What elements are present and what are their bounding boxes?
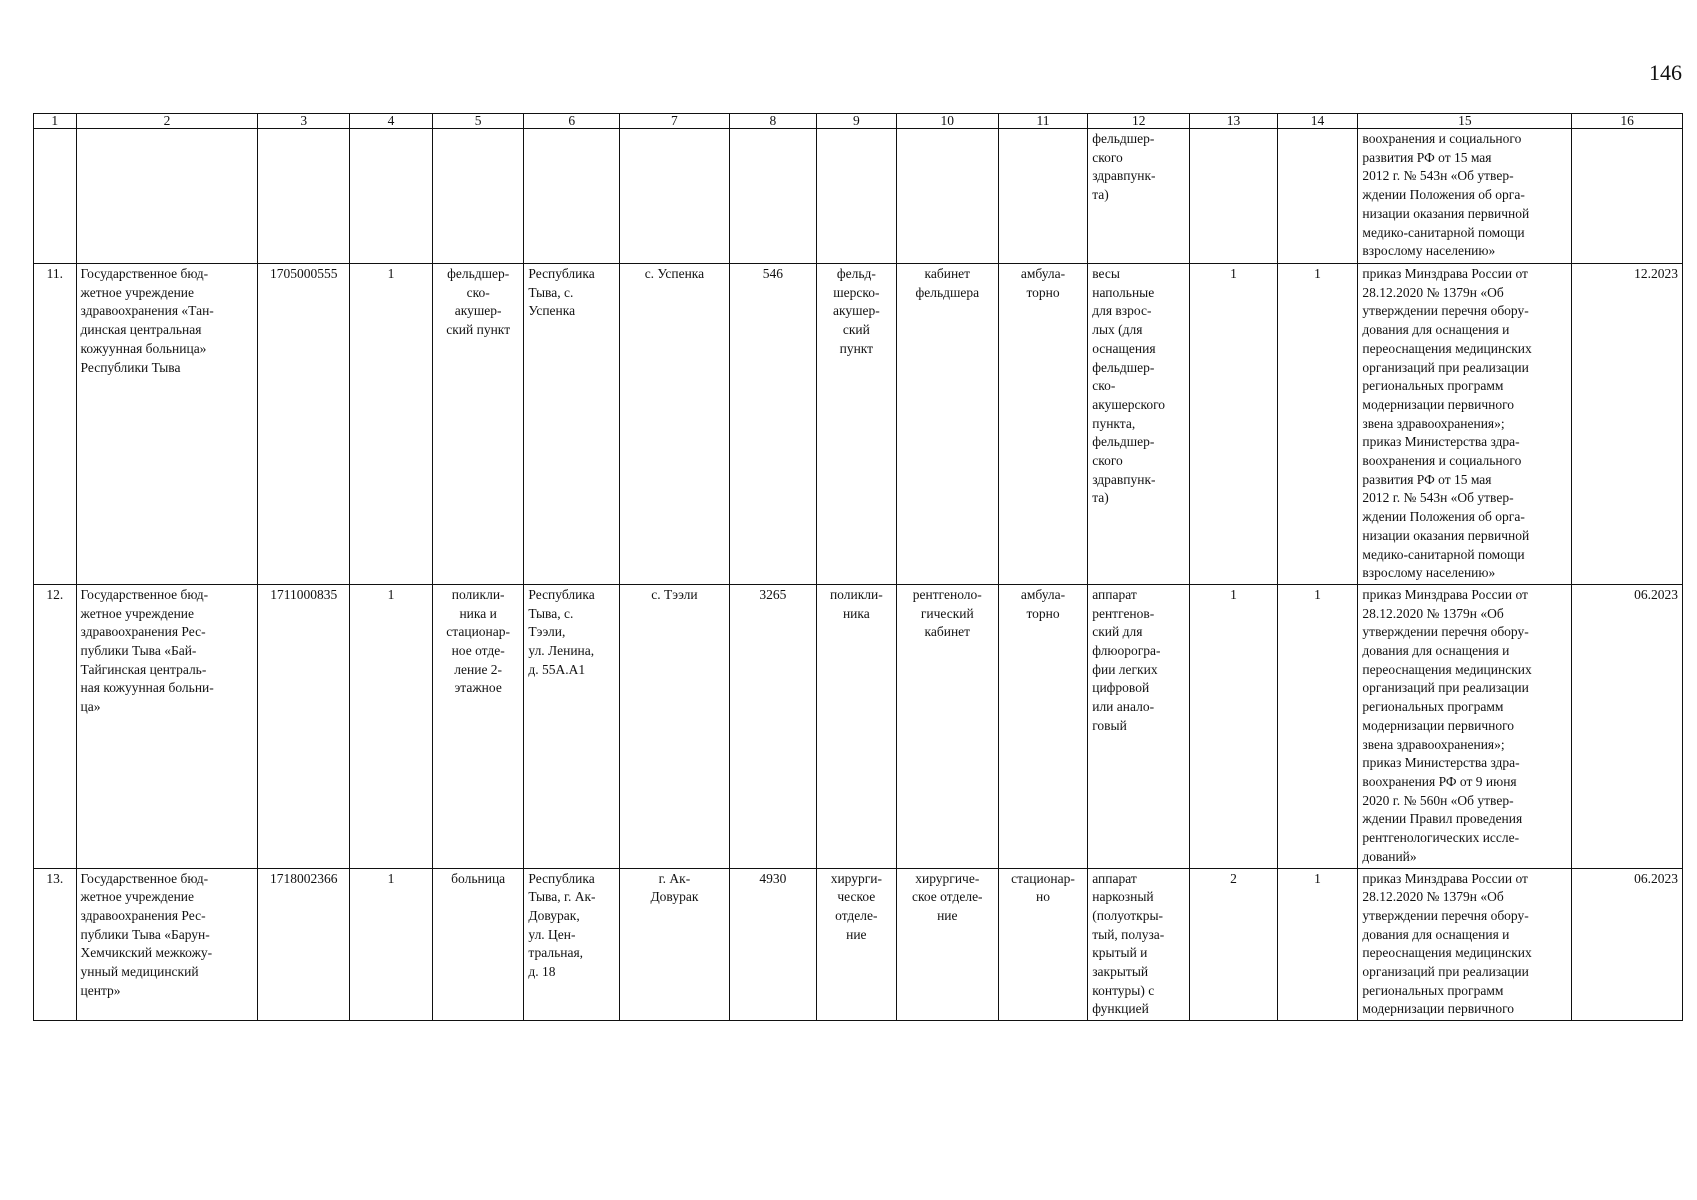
column-number-10: 10	[896, 114, 998, 129]
cell-care-form: амбула- торно	[998, 584, 1087, 868]
cell-col-4: 1	[349, 584, 432, 868]
column-number-9: 9	[816, 114, 896, 129]
cell-date: 06.2023	[1572, 584, 1683, 868]
cell-legal-basis: приказ Минздрава России от 28.12.2020 № 1379н «Об утверждении перечня обору- дования для оснащения и переоснащения медицинских организаций при реализации региональных программ модернизации первичного звена здравоохранения»; приказ Министерства здра- воохранения и социального развития РФ от 15 мая 2012 г. № 543н «Об утвер- ждении Положения об орга- низации оказания первичной медико-санитарной помощи взрослому населению»	[1358, 264, 1572, 585]
cell-quantity	[1190, 129, 1277, 264]
cell-locality: г. Ак- Довурак	[620, 868, 730, 1021]
cell-inn: 1718002366	[258, 868, 349, 1021]
cell-legal-basis: воохранения и социального развития РФ от 15 мая 2012 г. № 543н «Об утвер- ждении Положения об орга- низации оказания первичной медико-санитарной помощи взрослому населению»	[1358, 129, 1572, 264]
cell-row-number: 12.	[34, 584, 77, 868]
cell-address	[524, 129, 620, 264]
cell-date: 06.2023	[1572, 868, 1683, 1021]
cell-inn	[258, 129, 349, 264]
table-row-11	[34, 264, 1683, 585]
column-number-5: 5	[432, 114, 523, 129]
cell-quantity: 2	[1190, 868, 1277, 1021]
cell-facility-type: поликли- ника и стационар- ное отде- ление 2- этажное	[432, 584, 523, 868]
cell-col-14: 1	[1277, 868, 1358, 1021]
cell-date: 12.2023	[1572, 264, 1683, 585]
cell-locality	[620, 129, 730, 264]
cell-col-14: 1	[1277, 584, 1358, 868]
cell-inn: 1705000555	[258, 264, 349, 585]
column-number-1: 1	[34, 114, 77, 129]
column-number-14: 14	[1277, 114, 1358, 129]
cell-care-form	[998, 129, 1087, 264]
column-number-4: 4	[349, 114, 432, 129]
cell-organization: Государственное бюд- жетное учреждение здравоохранения «Тан- динская центральная кожуунная больница» Республики Тыва	[76, 264, 258, 585]
column-number-15: 15	[1358, 114, 1572, 129]
cell-care-form: амбула- торно	[998, 264, 1087, 585]
cell-row-number: 13.	[34, 868, 77, 1021]
cell-population	[729, 129, 816, 264]
cell-address: Республика Тыва, г. Ак- Довурак, ул. Цен- тральная, д. 18	[524, 868, 620, 1021]
cell-legal-basis: приказ Минздрава России от 28.12.2020 № 1379н «Об утверждении перечня обору- дования для оснащения и переоснащения медицинских организаций при реализации региональных программ модернизации первичного	[1358, 868, 1572, 1021]
cell-address: Республика Тыва, с. Тээли, ул. Ленина, д. 55А.А1	[524, 584, 620, 868]
cell-facility-type	[432, 129, 523, 264]
column-number-11: 11	[998, 114, 1087, 129]
cell-col-4: 1	[349, 264, 432, 585]
cell-population: 4930	[729, 868, 816, 1021]
cell-organization	[76, 129, 258, 264]
cell-quantity: 1	[1190, 264, 1277, 585]
page-number: 146	[1649, 60, 1682, 85]
cell-address: Республика Тыва, с. Успенка	[524, 264, 620, 585]
cell-care-form: стационар- но	[998, 868, 1087, 1021]
cell-row-number: 11.	[34, 264, 77, 585]
registry-table	[33, 113, 1683, 1021]
cell-inn: 1711000835	[258, 584, 349, 868]
cell-room: кабинет фельдшера	[896, 264, 998, 585]
cell-quantity: 1	[1190, 584, 1277, 868]
column-number-3: 3	[258, 114, 349, 129]
cell-organization: Государственное бюд- жетное учреждение здравоохранения Рес- публики Тыва «Барун- Хемчикский межкожу- унный медицинский центр»	[76, 868, 258, 1021]
column-number-7: 7	[620, 114, 730, 129]
cell-legal-basis: приказ Минздрава России от 28.12.2020 № 1379н «Об утверждении перечня обору- дования для оснащения и переоснащения медицинских организаций при реализации региональных программ модернизации первичного звена здравоохранения»; приказ Министерства здра- воохранения РФ от 9 июня 2020 г. № 560н «Об утвер- ждении Правил проведения рентгенологических иссле- дований»	[1358, 584, 1572, 868]
cell-room	[896, 129, 998, 264]
table-row-continuation	[34, 129, 1683, 264]
column-number-13: 13	[1190, 114, 1277, 129]
column-number-16: 16	[1572, 114, 1683, 129]
cell-facility-type: больница	[432, 868, 523, 1021]
column-number-2: 2	[76, 114, 258, 129]
cell-locality: с. Успенка	[620, 264, 730, 585]
cell-unit: поликли- ника	[816, 584, 896, 868]
column-number-12: 12	[1088, 114, 1190, 129]
cell-col-4: 1	[349, 868, 432, 1021]
cell-unit: хирурги- ческое отделе- ние	[816, 868, 896, 1021]
table-row-13	[34, 868, 1683, 1021]
cell-equipment: аппарат рентгенов- ский для флюорогра- фии легких цифровой или анало- говый	[1088, 584, 1190, 868]
cell-locality: с. Тээли	[620, 584, 730, 868]
cell-row-number	[34, 129, 77, 264]
cell-equipment: весы напольные для взрос- лых (для оснащения фельдшер- ско- акушерского пункта, фельдшер- ского здравпунк- та)	[1088, 264, 1190, 585]
cell-population: 546	[729, 264, 816, 585]
column-number-6: 6	[524, 114, 620, 129]
cell-equipment: аппарат наркозный (полуоткры- тый, полуза- крытый и закрытый контуры) с функцией	[1088, 868, 1190, 1021]
cell-col-14	[1277, 129, 1358, 264]
cell-date	[1572, 129, 1683, 264]
cell-room: хирургиче- ское отделе- ние	[896, 868, 998, 1021]
cell-equipment: фельдшер- ского здравпунк- та)	[1088, 129, 1190, 264]
cell-population: 3265	[729, 584, 816, 868]
cell-col-14: 1	[1277, 264, 1358, 585]
table-header-row	[34, 114, 1683, 129]
column-number-8: 8	[729, 114, 816, 129]
cell-room: рентгеноло- гический кабинет	[896, 584, 998, 868]
cell-col-4	[349, 129, 432, 264]
table-row-12	[34, 584, 1683, 868]
cell-organization: Государственное бюд- жетное учреждение здравоохранения Рес- публики Тыва «Бай- Тайгинская централь- ная кожуунная больни- ца»	[76, 584, 258, 868]
cell-unit	[816, 129, 896, 264]
cell-unit: фельд- шерско- акушер- ский пункт	[816, 264, 896, 585]
cell-facility-type: фельдшер- ско- акушер- ский пункт	[432, 264, 523, 585]
